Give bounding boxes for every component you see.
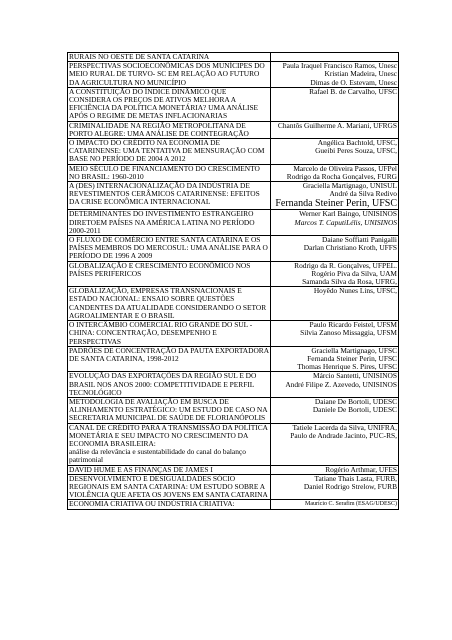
paper-authors-cell: [271, 261, 399, 287]
paper-authors: Graciella Martignago, UNISUL André da Silva Redivo: [302, 181, 397, 199]
paper-authors-cell: [271, 474, 399, 500]
paper-title-cell: [68, 500, 271, 509]
paper-authors-cell: [271, 164, 399, 181]
paper-title-cell: [68, 210, 271, 236]
paper-title: RURAIS NO OESTE DE SANTA CATARINA: [69, 52, 210, 61]
paper-title-cell: [68, 397, 271, 423]
paper-authors-cell: [271, 62, 399, 88]
table-row: [68, 423, 399, 465]
paper-authors-cell: [271, 397, 399, 423]
table-row: [68, 139, 399, 165]
paper-author-small: Maurício C. Serafim (ESAG/UDESC): [305, 501, 397, 508]
paper-authors-cell: [271, 372, 399, 398]
paper-title-cell: [68, 321, 271, 347]
table-row: [68, 261, 399, 287]
paper-authors: Werner Karl Baingo, UNISINOS: [299, 209, 397, 219]
table-row: [68, 321, 399, 347]
paper-authors: Hoyêdo Nunes Lins, UFSC,: [313, 286, 397, 296]
paper-title: CRIMINALIDADE NA REGIÃO METROPOLITANA DE PORTO ALEGRE: UMA ANÁLISE DE COINTEGRAÇÃO: [69, 120, 249, 138]
paper-title: PADRÕES DE CONCENTRAÇÃO DA PAUTA EXPORTADORA DE SANTA CATARINA, 1998-2012: [69, 345, 269, 363]
paper-title-cell: [68, 139, 271, 165]
paper-authors: Angélica Bachtold, UFSC, Gueibi Peres Souza, UFSC,: [315, 138, 397, 156]
paper-title: PERSPECTIVAS SOCIOECONÔMICAS DOS MUNÍCIPES DO MEIO RURAL DE TURVO- SC EM RELAÇÃO AO FUTURO DA AGRICULTURA NO MUNICÍPIO: [69, 61, 265, 87]
paper-authors-cell: [271, 182, 399, 210]
paper-title-cell: [68, 287, 271, 321]
paper-title: METODOLOGIA DE AVALIAÇÃO EM BUSCA DE ALINHAMENTO ESTRATÉGICO: UM ESTUDO DE CASO NA SECRETARIA MUNICIPAL DE SAÚDE DE FLORIANÓPOLIS: [69, 396, 268, 423]
paper-authors: Marcelo de Oliveira Passos, UFPel Rodrigo da Rocha Gonçalves, FURG: [286, 163, 397, 181]
paper-authors: Paula Iraquel Francisco Ramos, Unesc Kristian Madeira, Unesc Dimas de O. Estevam, Unesc: [282, 61, 397, 87]
paper-title: DETERMINANTES DO INVESTIMENTO ESTRANGEIRO DIRETOEM PAÍSES NA AMÉRICA LATINA NO PERÍODO 2000-2011: [69, 209, 255, 235]
table-row: [68, 372, 399, 398]
paper-authors: Rafael B. de Carvalho, UFSC: [309, 86, 397, 96]
table-row: [68, 210, 399, 236]
paper-title-cell: [68, 236, 271, 262]
paper-title: EVOLUÇÃO DAS EXPORTAÇÕES DA REGIÃO SUL E DO BRASIL NOS ANOS 2000: COMPETITIVIDADE E PERFIL TECNOLÓGICO: [69, 371, 257, 397]
paper-title-cell: [68, 346, 271, 372]
paper-authors: Rodrigo da R. Gonçalves, UFPEL. Rogério Piva da Silva, UAM Samanda Silva da Rosa, UFRG,: [294, 260, 397, 287]
paper-authors-cell: [271, 321, 399, 347]
table-row: [68, 465, 399, 474]
paper-authors-cell: [271, 287, 399, 321]
table-row: [68, 474, 399, 500]
paper-title: O FLUXO DE COMÉRCIO ENTRE SANTA CATARINA E OS PAÍSES MEMBROS DO MERCOSUL: UMA ANÁLISE PARA O PERÍODO DE 1996 A 2009: [69, 235, 268, 261]
paper-authors: Chantôs Guilherme A. Mariani, UFRGS: [277, 120, 397, 130]
paper-title: ECONOMIA CRIATIVA OU INDÚSTRIA CRIATIVA:: [69, 499, 235, 509]
paper-title-cell: [68, 182, 271, 210]
paper-authors: Daiane De Bortoli, UDESC Daniele De Bortoli, UDESC: [312, 396, 397, 415]
paper-authors: Paulo Ricardo Feistel, UFSM Silvia Zanoso Missaggia, UFSM: [300, 320, 397, 338]
paper-title-cell: [68, 261, 271, 287]
paper-title-cell: [68, 87, 271, 121]
paper-title: A (DES) INTERNACIONALIZAÇÃO DA INDÚSTRIA DE REVESTIMENTOS CERÂMICOS CATARINENSE: EFEITOS DA CRISE ECONÔMICA INTERNACIONAL: [69, 181, 260, 207]
table-row: [68, 62, 399, 88]
paper-authors: Rogério Arthmar, UFES: [325, 464, 397, 474]
paper-authors-cell: [271, 121, 399, 138]
paper-authors-cell: [271, 210, 399, 236]
table-row: [68, 236, 399, 262]
paper-authors-cell: [271, 87, 399, 121]
paper-title: GLOBALIZAÇÃO E CRESCIMENTO ECONÔMICO NOS PAÍSES PERIFERICOS: [69, 260, 251, 278]
table-row: [68, 121, 399, 138]
table-row: [68, 397, 399, 423]
paper-title-cell: [68, 423, 271, 465]
paper-title-cell: [68, 465, 271, 474]
paper-title: GLOBALIZAÇÃO, EMPRESAS TRANSNACIONAIS E ESTADO NACIONAL: ENSAIO SOBRE QUESTÕES CANDENTES DA ATUALIDADE CONSIDERANDO O SETOR AGROALIMENTAR E O BRASIL: [69, 286, 267, 320]
paper-authors-cell: [271, 236, 399, 262]
paper-authors: Graciella Martignago, UFSC Fernanda Steiner Perin, UFSC Thomas Henrique S. Pires, UFSC: [297, 345, 397, 372]
paper-title: DAVID HUME E AS FINANÇAS DE JAMES I: [69, 464, 213, 474]
paper-author-large: Fernanda Steiner Perin, UFSC: [275, 198, 397, 210]
paper-authors: Tatiane Thais Lasta, FURB, Daniel Rodrigo Strelow, FURB: [303, 473, 397, 491]
paper-title: DESENVOLVIMENTO E DESIGUALDADES SÓCIO REGIONAIS EM SANTA CATARINA: UM ESTUDO SOBRE A VIOLÊNCIA QUE AFETA OS JOVENS EM SANTA CATARINA: [69, 473, 268, 500]
paper-authors-cell: [271, 423, 399, 465]
paper-authors-cell: [271, 346, 399, 372]
papers-table: [67, 52, 399, 510]
paper-title-cell: [68, 372, 271, 398]
paper-title-cell: [68, 474, 271, 500]
table-row: [68, 87, 399, 121]
paper-title-cell: [68, 62, 271, 88]
paper-title-subtitle: análise da relevância e sustentabilidade do canal do balanço patrimonial: [69, 447, 246, 465]
paper-title: O INTERCÂMBIO COMERCIAL RIO GRANDE DO SUL - CHINA: CONCENTRAÇÃO, DESEMPENHO E PERSPECTIVAS: [69, 320, 253, 346]
paper-authors: Daiane Soffiatti Panigalli Darlan Christiano Kroth, UFFS: [303, 235, 397, 253]
paper-title: O IMPACTO DO CRÉDITO NA ECONOMIA DE CATARINENSE: UMA TENTATIVA DE MENSURAÇÃO COM BASE NO PERÍODO DE 2004 A 2012: [69, 138, 265, 164]
table-row: [68, 346, 399, 372]
paper-authors-cell: [271, 139, 399, 165]
table-row: [68, 164, 399, 181]
paper-title: A CONSTITUIÇÃO DO ÍNDICE DINÂMICO QUE CONSIDERA OS PREÇOS DE ATIVOS MELHORA A EFICIÊNCIA DA POLÍTICA MONETÁRIA? UMA ANÁLISE APÓS O REGIME DE METAS INFLACIONARIAS: [69, 86, 259, 121]
table-row: [68, 287, 399, 321]
table-row: [68, 182, 399, 210]
paper-title: MEIO SÉCULO DE FINANCIAMENTO DO CRESCIMENTO NO BRASIL: 1960-2010: [69, 163, 260, 181]
paper-title-cell: [68, 164, 271, 181]
paper-author-italic: Marcos T. CaputiLélis, UNISINOS: [294, 217, 397, 227]
paper-title: CANAL DE CRÉDITO PARA A TRANSMISSÃO DA POLÍTICA MONETÁRIA E SEU IMPACTO NO CRESCIMENTO DA ECONOMIA BRASILEIRA:: [69, 422, 268, 448]
paper-authors: Tatiele Lacerda da Silva, UNIFRA, Paulo de Andrade Jacinto, PUC-RS,: [290, 422, 397, 440]
paper-authors: Márcio Santetti, UNISINOS André Filipe Z. Azevedo, UNISINOS: [285, 371, 397, 389]
paper-authors-cell: [271, 500, 399, 509]
table-row: [68, 500, 399, 509]
paper-title-cell: [68, 121, 271, 138]
paper-authors-cell: [271, 465, 399, 474]
